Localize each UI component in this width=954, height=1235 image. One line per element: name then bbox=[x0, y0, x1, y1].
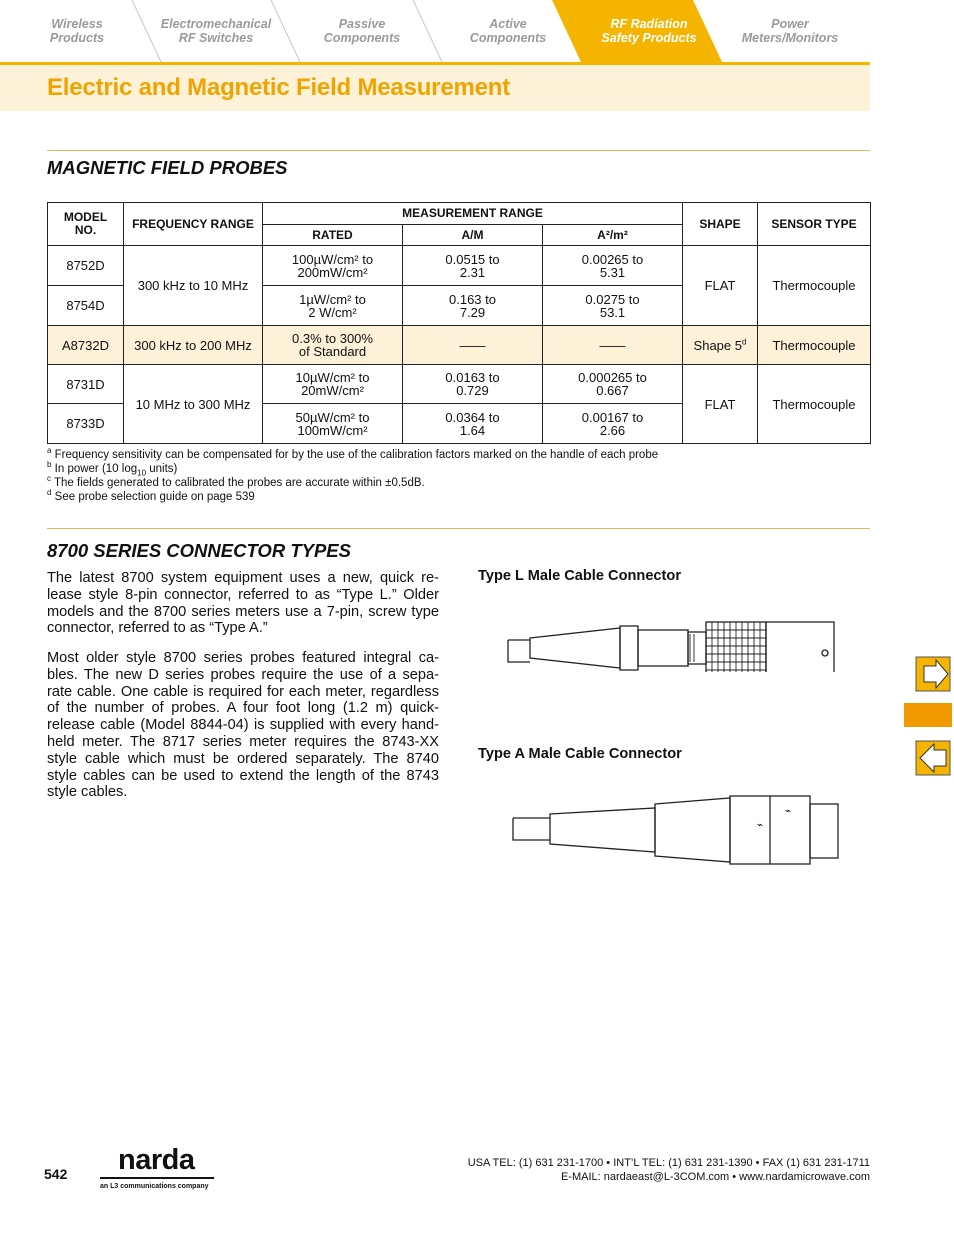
cell-rated: 100µW/cm² to 200mW/cm² bbox=[263, 246, 403, 286]
footnote-c: $^c$ The fields generated to calibrated the probes are accurate within ±0.5dB. bbox=[47, 474, 425, 489]
contact-email-web: E-MAIL: nardaeast@L-3COM.com • www.nardamicrowave.com bbox=[560, 1170, 870, 1183]
type-a-connector-drawing bbox=[505, 790, 845, 870]
cell-sensor: Thermocouple bbox=[758, 365, 871, 444]
cell-am: 0.0364 to 1.64 bbox=[403, 404, 543, 444]
cell-a2m2: 0.0275 to 53.1 bbox=[543, 286, 683, 326]
section-divider bbox=[47, 528, 870, 529]
cell-am: —— bbox=[403, 326, 543, 365]
narda-logo: narda bbox=[118, 1144, 195, 1176]
cell-sensor: Thermocouple bbox=[758, 326, 871, 365]
header-model: MODEL NO. bbox=[48, 203, 124, 246]
cell-model: 8731D bbox=[48, 365, 124, 404]
header-frequency: FREQUENCY RANGE bbox=[124, 203, 263, 246]
previous-page-arrow-icon[interactable] bbox=[904, 740, 952, 781]
contact-phone: USA TEL: (1) 631 231-1700 • INT’L TEL: (1) 631 231-1390 • FAX (1) 631 231-1711 bbox=[467, 1157, 870, 1169]
cell-model: 8752D bbox=[48, 246, 124, 286]
section-marker bbox=[904, 703, 952, 727]
contact-info bbox=[468, 1157, 870, 1184]
header-measurement-range: MEASUREMENT RANGE bbox=[263, 203, 683, 225]
category-tabs bbox=[0, 0, 870, 62]
page-number: 542 bbox=[44, 1166, 68, 1182]
cell-am: 0.0163 to 0.729 bbox=[403, 365, 543, 404]
cell-rated: 0.3% to 300% of Standard bbox=[263, 326, 403, 365]
tab-wireless-products[interactable]: Wireless Products bbox=[49, 17, 105, 45]
header-am: A/M bbox=[403, 225, 543, 246]
paragraph-cable-info: Most older style 8700 series probes featured integral ca-bles. The new D series probes require the use of a sepa-rate cable. One cable is required for each meter, regardless of the number of probes. A four foot long (1.2 m) quick-release cable (Model 8844-04) is supplied with every hand-held meter. The 8717 series meter requires the 8743-XX style cable which must be ordered separately. The 8740 style cables can be used to extend the length of the 8743 style cables. bbox=[47, 650, 439, 801]
cell-frequency: 10 MHz to 300 MHz bbox=[124, 365, 263, 444]
probes-table bbox=[47, 202, 871, 444]
tab-electromechanical-rf-switches[interactable]: Electromechanical RF Switches bbox=[160, 17, 272, 45]
type-l-connector-drawing bbox=[500, 612, 845, 672]
cell-sensor: Thermocouple bbox=[758, 246, 871, 326]
header-sensor-type: SENSOR TYPE bbox=[758, 203, 871, 246]
footnote-b: $^b$ In power (10 $\log_{10}$ units) bbox=[47, 460, 178, 478]
tab-passive-components[interactable]: Passive Components bbox=[323, 17, 401, 45]
connector-marking: ⌁ bbox=[757, 820, 764, 831]
next-page-arrow-icon[interactable] bbox=[904, 656, 952, 697]
paragraph-connector-intro: The latest 8700 system equipment uses a new, quick re-lease style 8-pin connector, referred to as “Type L.” Older models and the 8700 series meters use a 7-pin, screw type connector, referred to as “Type A.” bbox=[47, 570, 439, 637]
cell-a2m2: —— bbox=[543, 326, 683, 365]
cell-model: 8754D bbox=[48, 286, 124, 326]
cell-model: A8732D bbox=[48, 326, 124, 365]
logo-tagline: an L3 communications company bbox=[100, 1183, 209, 1190]
cell-shape: FLAT bbox=[683, 365, 758, 444]
tab-rf-radiation-safety-products[interactable]: RF Radiation Safety Products bbox=[601, 17, 697, 45]
cell-rated: 50µW/cm² to 100mW/cm² bbox=[263, 404, 403, 444]
footnote-a: $^a$ Frequency sensitivity can be compensated for by the use of the calibration factors marked on the handle of each probe bbox=[47, 446, 659, 461]
cell-am: 0.163 to 7.29 bbox=[403, 286, 543, 326]
tab-power-meters-monitors[interactable]: Power Meters/Monitors bbox=[741, 17, 839, 45]
connector-marking: ⌁ bbox=[785, 806, 792, 817]
cell-model: 8733D bbox=[48, 404, 124, 444]
footnote-d: $^d$ See probe selection guide on page 539 bbox=[47, 488, 255, 503]
page-title: Electric and Magnetic Field Measurement bbox=[47, 74, 511, 101]
figure-caption-type-a: Type A Male Cable Connector bbox=[478, 746, 682, 762]
title-band bbox=[0, 65, 870, 111]
cell-a2m2: 0.00265 to 5.31 bbox=[543, 246, 683, 286]
figure-caption-type-l: Type L Male Cable Connector bbox=[478, 568, 682, 584]
header-a2m2: A²/m² bbox=[543, 225, 683, 246]
header-shape: SHAPE bbox=[683, 203, 758, 246]
logo-underline bbox=[100, 1177, 214, 1179]
cell-frequency: 300 kHz to 200 MHz bbox=[124, 326, 263, 365]
section-divider bbox=[47, 150, 870, 151]
cell-a2m2: 0.00167 to 2.66 bbox=[543, 404, 683, 444]
table-footnotes bbox=[47, 448, 658, 504]
tab-active-components[interactable]: Active Components bbox=[469, 17, 547, 45]
table-row bbox=[48, 365, 871, 404]
cell-shape: Shape 5$^d$ bbox=[683, 326, 758, 365]
section-title-connector-types: 8700 SERIES CONNECTOR TYPES bbox=[47, 540, 351, 561]
cell-frequency: 300 kHz to 10 MHz bbox=[124, 246, 263, 326]
table-row bbox=[48, 246, 871, 286]
cell-am: 0.0515 to 2.31 bbox=[403, 246, 543, 286]
table-row bbox=[48, 326, 871, 365]
section-title-magnetic-probes: MAGNETIC FIELD PROBES bbox=[47, 157, 288, 178]
cell-rated: 1µW/cm² to 2 W/cm² bbox=[263, 286, 403, 326]
cell-a2m2: 0.000265 to 0.667 bbox=[543, 365, 683, 404]
cell-shape: FLAT bbox=[683, 246, 758, 326]
cell-rated: 10µW/cm² to 20mW/cm² bbox=[263, 365, 403, 404]
header-rated: RATED bbox=[263, 225, 403, 246]
